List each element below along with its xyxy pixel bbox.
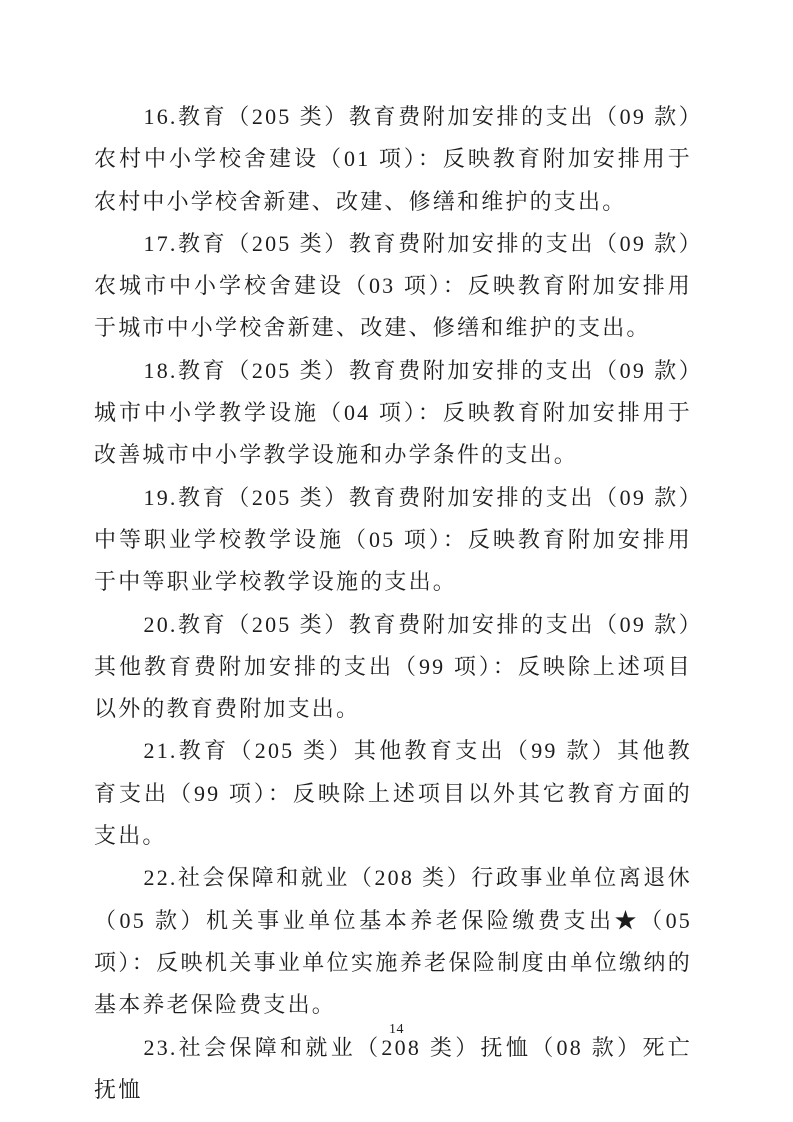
paragraph-item-21: 21.教育（205 类）其他教育支出（99 款）其他教育支出（99 项）：反映除上述项目以外其它教育方面的支出。 — [94, 738, 692, 849]
paragraph-item-22: 22.社会保障和就业（208 类）行政事业单位离退休（05 款）机关事业单位基本养老保险缴费支出★（05 项）：反映机关事业单位实施养老保险制度由单位缴纳的基本养老保险费支出。 — [94, 865, 692, 1018]
paragraph-item-19: 19.教育（205 类）教育费附加安排的支出（09 款）中等职业学校教学设施（05 项）：反映教育附加安排用于中等职业学校教学设施的支出。 — [94, 484, 692, 595]
paragraph-list — [94, 96, 692, 1111]
paragraph-item-23: 23.社会保障和就业（208 类）抚恤（08 款）死亡抚恤 — [94, 1034, 692, 1102]
paragraph-item-16: 16.教育（205 类）教育费附加安排的支出（09 款）农村中小学校舍建设（01 项）：反映教育附加安排用于农村中小学校舍新建、改建、修缮和维护的支出。 — [94, 104, 692, 214]
page-number: 14 — [389, 1022, 404, 1037]
paragraph-item-17: 17.教育（205 类）教育费附加安排的支出（09 款）农城市中小学校舍建设（03 项）：反映教育附加安排用于城市中小学校舍新建、改建、修缮和维护的支出。 — [94, 230, 692, 341]
paragraph-item-20: 20.教育（205 类）教育费附加安排的支出（09 款）其他教育费附加安排的支出（99 项）：反映除上述项目以外的教育费附加支出。 — [94, 611, 692, 722]
paragraph-item-18: 18.教育（205 类）教育费附加安排的支出（09 款）城市中小学教学设施（04 项）：反映教育附加安排用于改善城市中小学教学设施和办学条件的支出。 — [94, 357, 692, 468]
